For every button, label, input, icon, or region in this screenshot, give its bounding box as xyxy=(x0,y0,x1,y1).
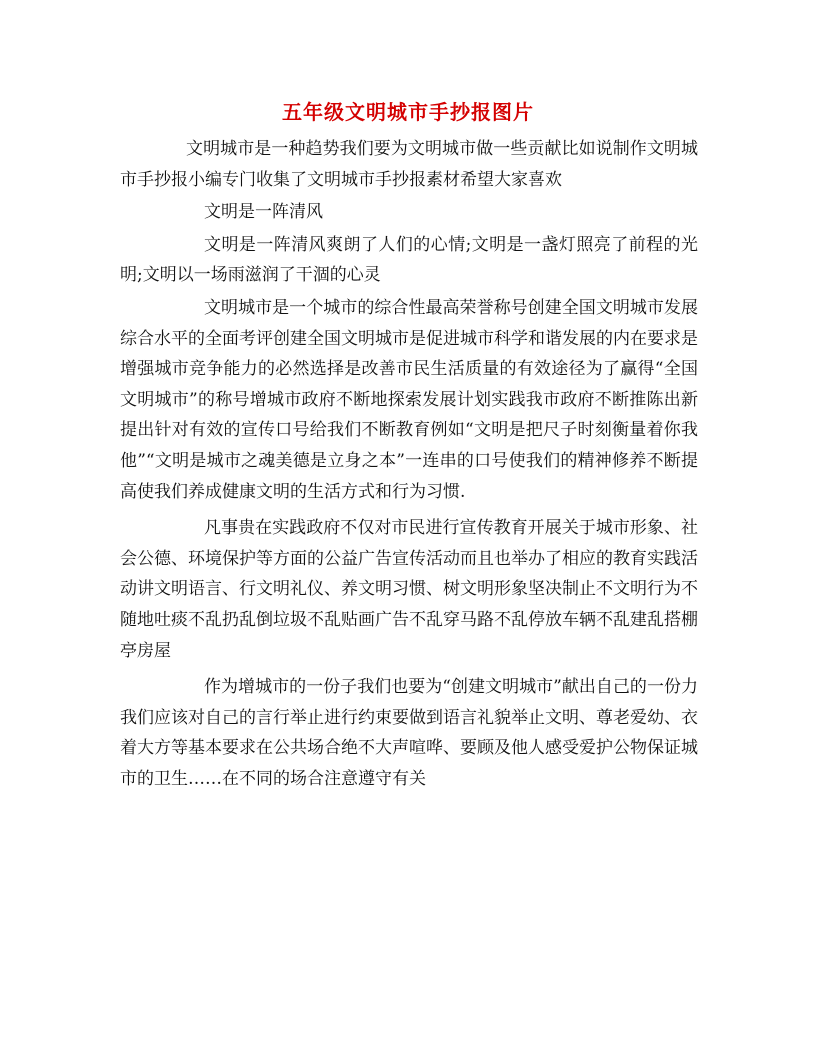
paragraph-intro: 文明城市是一种趋势我们要为文明城市做一些贡献比如说制作文明城市手抄报小编专门收集了文明城市手抄报素材希望大家喜欢 xyxy=(120,139,698,190)
paragraph-practice: 凡事贵在实践政府不仅对市民进行宣传教育开展关于城市形象、社会公德、环境保护等方面的公益广告宣传活动而且也举办了相应的教育实践活动讲文明语言、行文明礼仪、养文明习惯、树文明形象坚决制止不文明行为不随地吐痰不乱扔乱倒垃圾不乱贴画广告不乱穿马路不乱停放车辆不乱建乱搭棚亭房屋 xyxy=(120,518,698,661)
document-title: 五年级文明城市手抄报图片 xyxy=(282,100,534,124)
paragraph-contribution: 作为增城市的一份子我们也要为“创建文明城市”献出自己的一份力我们应该对自己的言行举止进行约束要做到语言礼貌举止文明、尊老爱幼、衣着大方等基本要求在公共场合绝不大声喧哗、要顾及他人感受爱护公物保证城市的卫生……在不同的场合注意遵守有关 xyxy=(120,677,698,789)
document-body xyxy=(120,134,698,794)
paragraph-civilized-city: 文明城市是一个城市的综合性最高荣誉称号创建全国文明城市发展综合水平的全面考评创建全国文明城市是促进城市科学和谐发展的内在要求是增强城市竞争能力的必然选择是改善市民生活质量的有效途径为了赢得“全国文明城市”的称号增城市政府不断地探索发展计划实践我市政府不断推陈出新提出针对有效的宣传口号给我们不断教育例如“文明是把尺子时刻衡量着你我他”“文明是城市之魂美德是立身之本”一连串的口号使我们的精神修养不断提高使我们养成健康文明的生活方式和行为习惯. xyxy=(120,297,698,502)
paragraph-heading: 文明是一阵清风 xyxy=(204,202,323,223)
paragraph-breeze: 文明是一阵清风爽朗了人们的心情;文明是一盏灯照亮了前程的光明;文明以一场雨滋润了干涸的心灵 xyxy=(120,234,698,286)
